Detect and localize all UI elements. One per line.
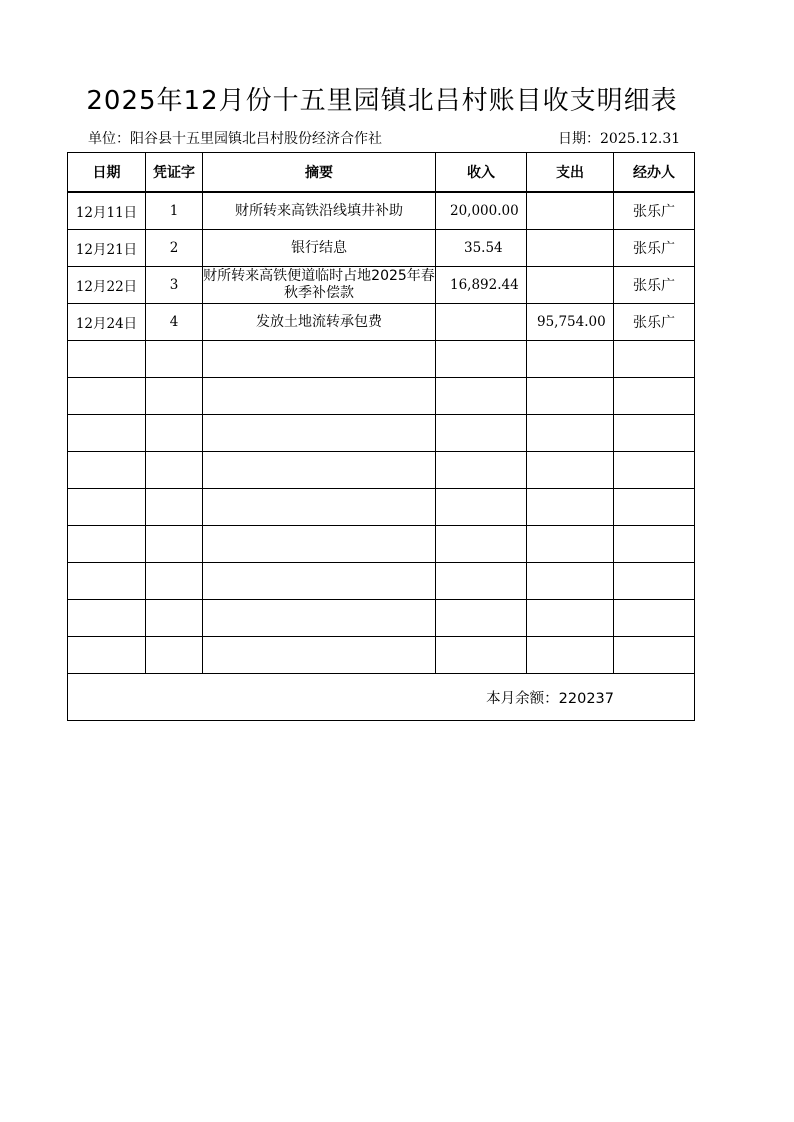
ledger-table [67,152,695,721]
monthly-balance: 本月余额：220237 [68,674,695,721]
cell-summary: 发放土地流转承包费 [203,304,436,341]
unit-label: 单位：阳谷县十五里园镇北吕村股份经济合作社 [88,131,382,147]
report-date [558,128,680,148]
cell-income: 35.54 [436,230,527,267]
cell-summary: 财所转来高铁沿线填井补助 [203,192,436,230]
cell-handler: 张乐广 [614,192,695,230]
empty-row [68,526,695,563]
table-row [68,192,695,230]
cell-handler: 张乐广 [614,230,695,267]
cell-voucher: 2 [146,230,203,267]
table-row [68,267,695,304]
header-expense: 支出 [527,153,614,193]
header-handler: 经办人 [614,153,695,193]
table-row [68,230,695,267]
date-label: 日期： [558,131,600,147]
header-summary: 摘要 [203,153,436,193]
cell-summary: 财所转来高铁便道临时占地2025年春秋季补偿款 [203,267,436,304]
cell-handler: 张乐广 [614,304,695,341]
cell-handler: 张乐广 [614,267,695,304]
empty-row [68,341,695,378]
empty-row [68,637,695,674]
cell-voucher: 1 [146,192,203,230]
empty-row [68,563,695,600]
cell-voucher: 3 [146,267,203,304]
cell-income: 16,892.44 [436,267,527,304]
cell-date: 12月21日 [68,230,146,267]
header-row [68,153,695,193]
empty-row [68,378,695,415]
cell-income [436,304,527,341]
table-row [68,304,695,341]
cell-income: 20,000.00 [436,192,527,230]
cell-voucher: 4 [146,304,203,341]
cell-expense [527,267,614,304]
empty-row [68,452,695,489]
empty-row [68,600,695,637]
cell-date: 12月24日 [68,304,146,341]
cell-expense: 95,754.00 [527,304,614,341]
cell-date: 12月11日 [68,192,146,230]
date-value: 2025.12.31 [600,131,681,147]
header-income: 收入 [436,153,527,193]
empty-row [68,415,695,452]
cell-date: 12月22日 [68,267,146,304]
cell-expense [527,230,614,267]
header-voucher: 凭证字 [146,153,203,193]
cell-expense [527,192,614,230]
page-title: 2025年12月份十五里园镇北吕村账目收支明细表 [86,86,678,116]
footer-row [68,674,695,721]
header-date: 日期 [68,153,146,193]
cell-summary: 银行结息 [203,230,436,267]
empty-row [68,489,695,526]
